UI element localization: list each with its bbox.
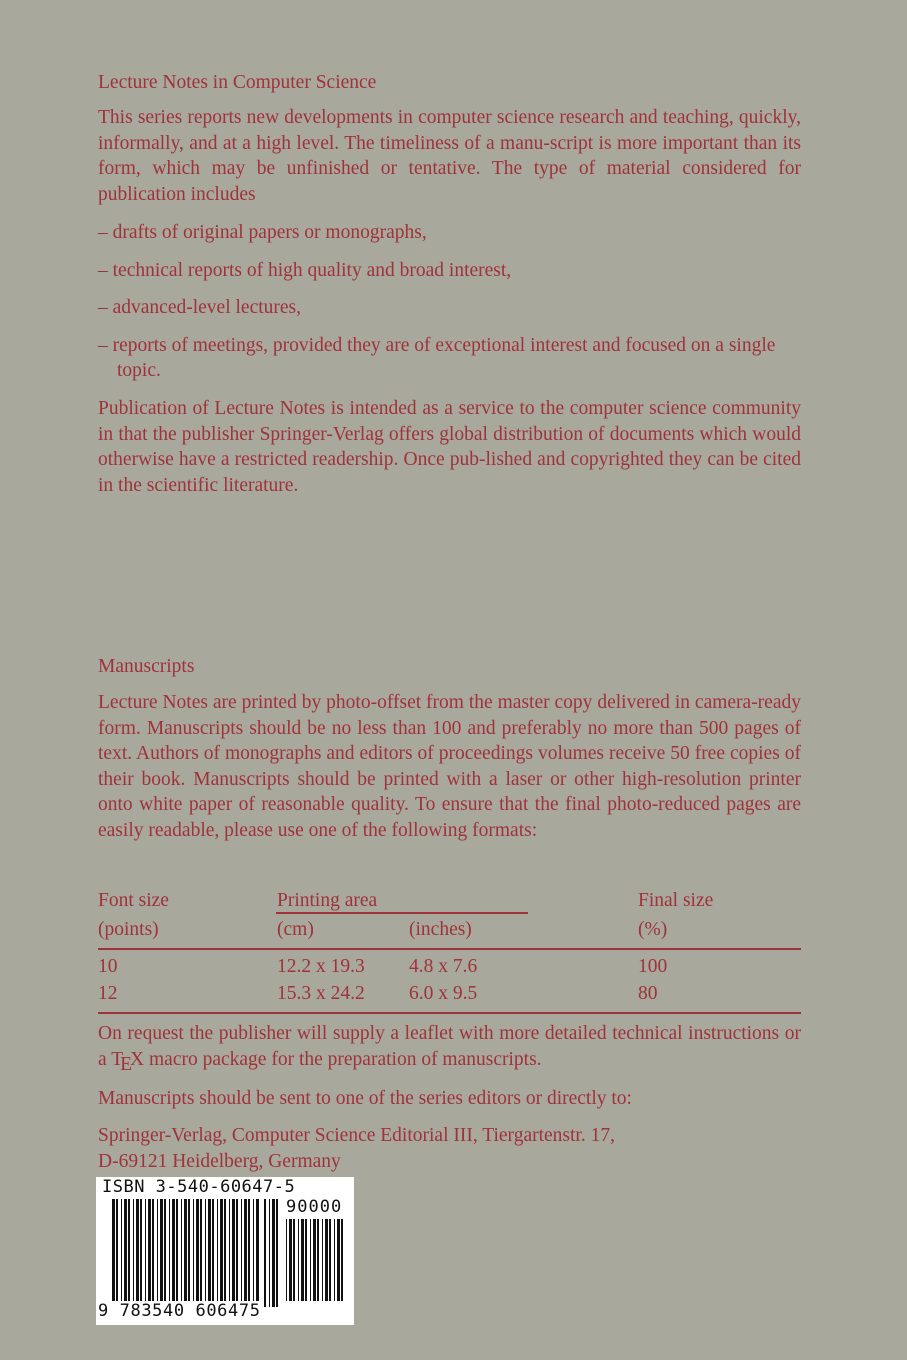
- price-code: 90000: [286, 1197, 343, 1217]
- ean-number: 9 783540 606475: [98, 1301, 261, 1321]
- barcode-bar: [269, 1199, 270, 1307]
- barcode-bar: [298, 1219, 299, 1301]
- header-font-size: Font size: [98, 890, 169, 911]
- list-item: – advanced-level lectures,: [98, 297, 302, 319]
- barcode-bar: [128, 1199, 130, 1301]
- row-2-font-size: 12: [98, 983, 118, 1004]
- send-to-note: Manuscripts should be sent to one of the series editors or directly to:: [98, 1088, 632, 1109]
- barcode-bar: [145, 1199, 146, 1301]
- publication-note: Publication of Lecture Notes is intended as a service to the computer science community in that the publisher Springer-Verlag offers global distribution of documents which would otherwise have a restricted readership. Once pub-lished and copyrighted they can be cited in the scientific literature.: [98, 398, 801, 496]
- barcode-bar: [148, 1199, 151, 1301]
- barcode-bar: [256, 1199, 259, 1301]
- barcode-bar: [157, 1199, 158, 1301]
- isbn-barcode: [96, 1177, 354, 1325]
- barcode-bar: [124, 1199, 127, 1301]
- barcode-bar: [325, 1219, 328, 1301]
- barcode-bar: [133, 1199, 134, 1301]
- barcode-bar: [176, 1199, 178, 1301]
- row-1-final: 100: [638, 956, 668, 977]
- header-points: (points): [98, 919, 159, 940]
- barcode-bar: [293, 1219, 295, 1301]
- isbn-label: ISBN 3-540-60647-5: [102, 1177, 296, 1197]
- barcode-bar: [172, 1199, 175, 1301]
- header-final-size: Final size: [638, 890, 714, 911]
- series-title: Lecture Notes in Computer Science: [98, 72, 377, 93]
- barcode-bar: [112, 1199, 115, 1301]
- barcode-bar: [208, 1199, 211, 1301]
- barcode-bar: [188, 1199, 190, 1301]
- formats-table: [98, 885, 801, 1017]
- barcode-bar: [196, 1199, 199, 1301]
- barcode-bar: [313, 1219, 316, 1301]
- request-text-before: On request the publisher will supply a leaflet with more detailed technical instructions or a: [98, 1023, 801, 1070]
- row-1-font-size: 10: [98, 956, 118, 977]
- barcode-bar: [116, 1199, 118, 1301]
- barcode-bar: [160, 1199, 163, 1301]
- header-cm: (cm): [277, 919, 314, 940]
- barcode-bar: [184, 1199, 187, 1301]
- barcode-bar: [244, 1199, 247, 1301]
- barcode-bar: [121, 1199, 122, 1301]
- row-2-cm: 15.3 x 24.2: [277, 983, 365, 1004]
- barcode-bar: [193, 1199, 194, 1301]
- barcode-bar: [334, 1219, 335, 1301]
- barcode-bar: [152, 1199, 154, 1301]
- barcode-bar: [220, 1199, 223, 1301]
- barcode-bar: [301, 1219, 304, 1301]
- manuscripts-body: Lecture Notes are printed by photo-offset from the master copy delivered in camera-ready form. Manuscripts should be no less than 100 and preferably no more than 500 pages of text. Authors of monographs and editors of proceedings volumes receive 50 free copies of their book. Manuscripts should be printed with a laser or other high-resolution printer onto white paper of reasonable quality. To ensure that the final photo-reduced pages are easily readable, please use one of the following formats:: [98, 692, 801, 841]
- barcode-bar: [329, 1219, 331, 1301]
- barcode-bar: [140, 1199, 142, 1301]
- request-text-after: macro package for the preparation of manuscripts.: [144, 1048, 542, 1070]
- barcode-bar: [200, 1199, 202, 1301]
- barcode-bar: [337, 1219, 340, 1301]
- barcode-bar: [229, 1199, 230, 1301]
- barcode-bar: [241, 1199, 242, 1301]
- barcode-bar: [236, 1199, 238, 1301]
- barcode-bar: [224, 1199, 226, 1301]
- barcode-bar: [253, 1199, 254, 1301]
- header-printing-area: Printing area: [277, 890, 378, 911]
- barcode-bar: [286, 1219, 287, 1301]
- barcode-bar: [232, 1199, 235, 1301]
- barcode-bar: [317, 1219, 319, 1301]
- barcode-bar: [248, 1199, 250, 1301]
- barcode-bar: [169, 1199, 170, 1301]
- header-percent: (%): [638, 919, 668, 940]
- barcode-bar: [272, 1199, 275, 1307]
- row-1-cm: 12.2 x 19.3: [277, 956, 365, 977]
- list-item: – reports of meetings, provided they are of exceptional interest and focused on a single topic.: [98, 334, 776, 382]
- header-inches: (inches): [409, 919, 472, 940]
- publisher-address: [98, 1123, 801, 1174]
- barcode-bar: [289, 1219, 292, 1301]
- barcode-bar: [276, 1199, 278, 1307]
- row-2-final: 80: [638, 983, 658, 1004]
- table-bottom-rule: [98, 1012, 801, 1014]
- row-2-inches: 6.0 x 9.5: [409, 983, 478, 1004]
- barcode-bar: [217, 1199, 218, 1301]
- manuscripts-title: Manuscripts: [98, 656, 195, 677]
- barcode-bar: [164, 1199, 166, 1301]
- barcode-bar: [136, 1199, 139, 1301]
- barcode-bar: [305, 1219, 307, 1301]
- printing-area-rule: [276, 912, 528, 914]
- barcode-bar: [264, 1199, 266, 1307]
- barcode-bar: [341, 1219, 343, 1301]
- barcode-bar: [205, 1199, 206, 1301]
- address-line-1: Springer-Verlag, Computer Science Editorial III, Tiergartenstr. 17,: [98, 1125, 615, 1146]
- table-header-rule: [98, 948, 801, 950]
- address-line-2: D-69121 Heidelberg, Germany: [98, 1150, 341, 1172]
- barcode-bar: [310, 1219, 311, 1301]
- barcode-bar: [181, 1199, 182, 1301]
- barcode-bar: [322, 1219, 323, 1301]
- request-note: [98, 1021, 801, 1075]
- material-list: [98, 220, 801, 396]
- list-item: – technical reports of high quality and broad interest,: [98, 259, 512, 281]
- barcode-bar: [212, 1199, 214, 1301]
- list-item: – drafts of original papers or monographs,: [98, 222, 427, 243]
- tex-logo: TEX: [111, 1048, 145, 1075]
- series-intro: This series reports new developments in computer science research and teaching, quickly, informally, and at a high level. The timeliness of a manu-script is more important than its form, which may be unfinished or tentative. The type of material considered for publication includes: [98, 107, 801, 205]
- row-1-inches: 4.8 x 7.6: [409, 956, 478, 977]
